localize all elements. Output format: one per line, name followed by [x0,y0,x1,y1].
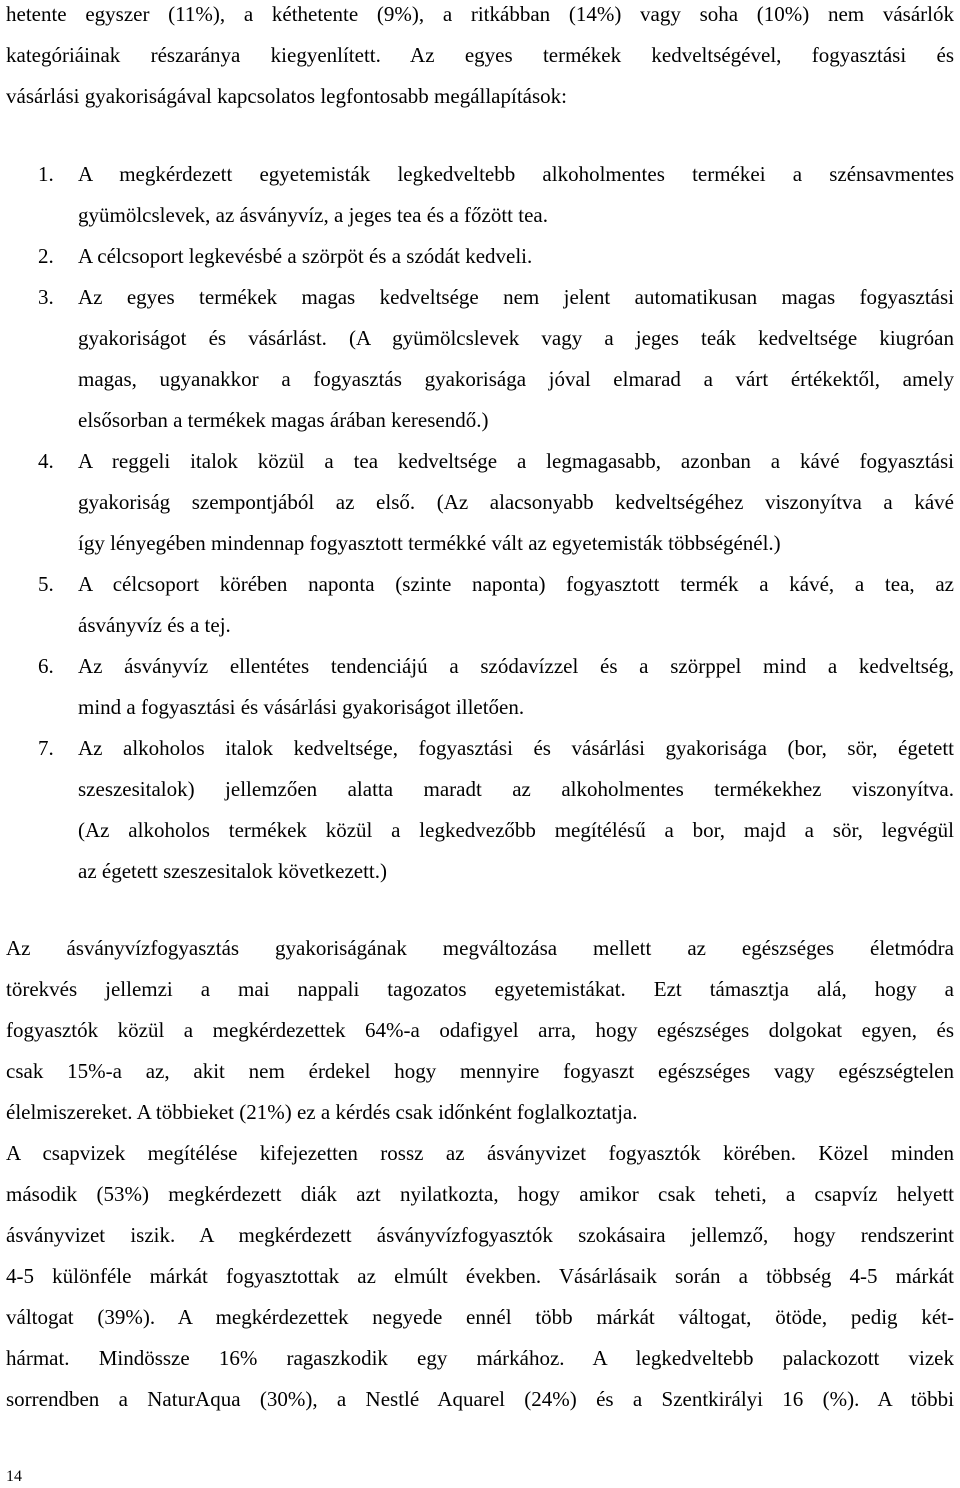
finding-line: ásványvíz és a tej. [78,613,231,637]
paragraph-line: fogyasztók közül a megkérdezettek 64%-a odafigyel arra, hogy egészséges dolgokat egyen, és [6,1018,954,1042]
finding-line: Az alkoholos italok kedveltsége, fogyasztási és vásárlási gyakorisága (bor, sör, égetett [78,736,954,760]
paragraph-line: hármat. Mindössze 16% ragaszkodik egy márkához. A legkedveltebb palackozott vizek [6,1346,954,1370]
finding-line: Az ásványvíz ellentétes tendenciájú a szódavízzel és a szörppel mind a kedveltség, [78,654,954,678]
page-number: 14 [6,1468,22,1485]
body-paragraph [6,1133,954,1420]
paragraph-line: ásványvizet iszik. A megkérdezett ásványvízfogyasztók szokásaira jellemző, hogy rendszerint [6,1223,954,1247]
paragraph-line: élelmiszereket. A többieket (21%) ez a kérdés csak időnként foglalkoztatja. [6,1100,638,1124]
body-paragraph [6,928,954,1133]
finding-line: (Az alkoholos termékek közül a legkedvezőbb megítélésű a bor, majd a sör, legvégül [78,818,954,842]
document-page [6,0,954,1420]
paragraph-line: törekvés jellemzi a mai nappali tagozatos egyetemistákat. Ezt támasztja alá, hogy a [6,977,954,1001]
finding-item [6,728,954,892]
finding-number: 6. [38,654,54,678]
paragraph-line: 4-5 különféle márkát fogyasztottak az elmúlt években. Vásárlásaik során a többség 4-5 márkát [6,1264,954,1288]
finding-line: Az egyes termékek magas kedveltsége nem jelent automatikusan magas fogyasztási [78,285,954,309]
paragraph-line: váltogat (39%). A megkérdezettek negyede ennél több márkát váltogat, ötöde, pedig két- [6,1305,954,1329]
findings-list [6,154,954,892]
finding-line: A célcsoport körében naponta (szinte naponta) fogyasztott termék a kávé, a tea, az [78,572,954,596]
finding-line: A célcsoport legkevésbé a szörpöt és a szódát kedveli. [78,244,533,268]
finding-line: A reggeli italok közül a tea kedveltsége a legmagasabb, azonban a kávé fogyasztási [78,449,954,473]
finding-item [6,154,954,236]
finding-number: 5. [38,572,54,596]
finding-item [6,441,954,564]
finding-line: szeszesitalok) jellemzően alatta maradt az alkoholmentes termékekhez viszonyítva. [78,777,954,801]
finding-line: az égetett szeszesitalok következett.) [78,859,388,883]
intro-line: vásárlási gyakoriságával kapcsolatos legfontosabb megállapítások: [6,84,568,108]
finding-line: elsősorban a termékek magas árában keresendő.) [78,408,489,432]
finding-number: 1. [38,162,54,186]
finding-line: gyümölcslevek, az ásványvíz, a jeges tea és a főzött tea. [78,203,548,227]
intro-line: hetente egyszer (11%), a kéthetente (9%), a ritkábban (14%) vagy soha (10%) nem vásárlók [6,2,954,26]
finding-line: gyakoriságot és vásárlást. (A gyümölcslevek vagy a jeges teák kedveltsége kiugróan [78,326,954,350]
finding-line: magas, ugyanakkor a fogyasztás gyakorisága jóval elmarad a várt értékektől, amely [78,367,954,391]
finding-item [6,564,954,646]
finding-number: 2. [38,244,54,268]
finding-line: így lényegében mindennap fogyasztott termékké vált az egyetemisták többségénél.) [78,531,781,555]
paragraph-line: Az ásványvízfogyasztás gyakoriságának megváltozása mellett az egészséges életmódra [6,936,954,960]
finding-number: 3. [38,285,54,309]
finding-item [6,277,954,441]
finding-line: gyakoriság szempontjából az első. (Az alacsonyabb kedveltségéhez viszonyítva a kávé [78,490,954,514]
finding-item [6,236,954,277]
finding-number: 7. [38,736,54,760]
intro-line: kategóriáinak részaránya kiegyenlített. Az egyes termékek kedveltségével, fogyasztási és [6,43,954,67]
finding-line: mind a fogyasztási és vásárlási gyakoriságot illetően. [78,695,525,719]
intro-paragraph [6,0,954,117]
paragraph-line: sorrendben a NaturAqua (30%), a Nestlé Aquarel (24%) és a Szentkirályi 16 (%). A többi [6,1387,954,1411]
paragraph-line: A csapvizek megítélése kifejezetten rossz az ásványvizet fogyasztók körében. Közel minden [6,1141,954,1165]
finding-number: 4. [38,449,54,473]
finding-line: A megkérdezett egyetemisták legkedveltebb alkoholmentes termékei a szénsavmentes [78,162,954,186]
finding-item [6,646,954,728]
paragraph-line: második (53%) megkérdezett diák azt nyilatkozta, hogy amikor csak teheti, a csapvíz helyett [6,1182,954,1206]
paragraph-line: csak 15%-a az, akit nem érdekel hogy mennyire fogyaszt egészséges vagy egészségtelen [6,1059,954,1083]
